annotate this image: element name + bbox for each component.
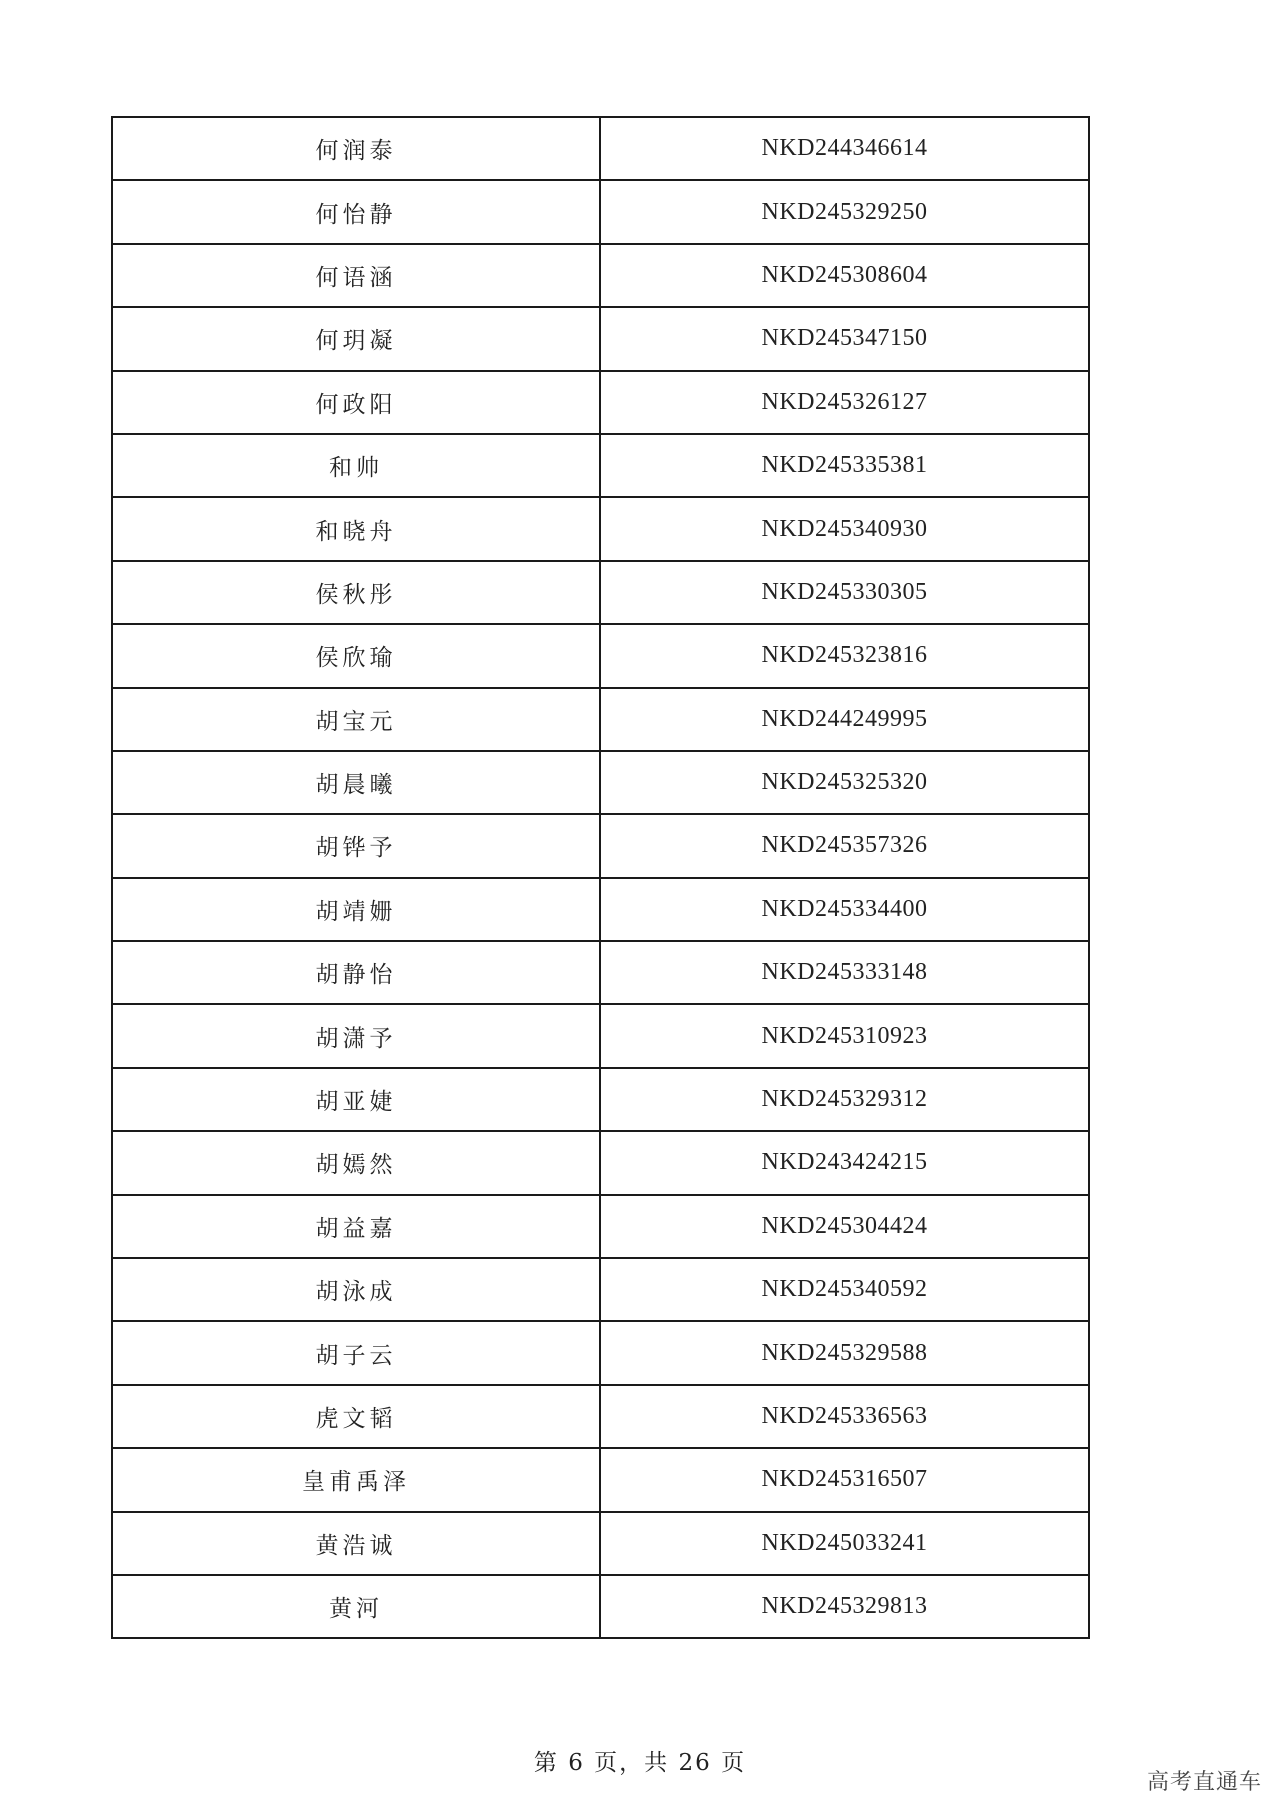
student-name-cell: 何语涵	[112, 244, 600, 307]
student-name-cell: 胡子云	[112, 1321, 600, 1384]
student-id-cell: NKD245329250	[600, 180, 1089, 243]
student-id-cell: NKD245340592	[600, 1258, 1089, 1321]
student-id-cell: NKD245334400	[600, 878, 1089, 941]
student-name-cell: 胡晨曦	[112, 751, 600, 814]
roster-table	[111, 116, 1090, 1639]
student-id-cell: NKD245335381	[600, 434, 1089, 497]
table-row	[112, 117, 1089, 180]
table-row	[112, 561, 1089, 624]
table-row	[112, 1068, 1089, 1131]
student-name-cell: 和帅	[112, 434, 600, 497]
student-id-cell: NKD245347150	[600, 307, 1089, 370]
page-number-label: 第 6 页，共 26 页	[533, 1750, 747, 1776]
table-row	[112, 1321, 1089, 1384]
table-row	[112, 1131, 1089, 1194]
table-row	[112, 1575, 1089, 1638]
table-row	[112, 941, 1089, 1004]
student-name-cell: 何怡静	[112, 180, 600, 243]
table-row	[112, 751, 1089, 814]
student-name-cell: 胡靖姗	[112, 878, 600, 941]
student-name-cell: 胡益嘉	[112, 1195, 600, 1258]
student-id-cell: NKD245329813	[600, 1575, 1089, 1638]
student-id-cell: NKD245329588	[600, 1321, 1089, 1384]
student-name-cell: 黄浩诚	[112, 1512, 600, 1575]
table-row	[112, 1385, 1089, 1448]
student-id-cell: NKD244346614	[600, 117, 1089, 180]
student-id-cell: NKD245310923	[600, 1004, 1089, 1067]
table-row	[112, 371, 1089, 434]
student-id-cell: NKD245357326	[600, 814, 1089, 877]
table-row	[112, 1448, 1089, 1511]
student-name-cell: 侯秋彤	[112, 561, 600, 624]
table-row	[112, 624, 1089, 687]
table-row	[112, 878, 1089, 941]
watermark-logo: 高考直通车	[1146, 1770, 1262, 1795]
table-row	[112, 688, 1089, 751]
student-name-cell: 胡铧予	[112, 814, 600, 877]
student-id-cell: NKD244249995	[600, 688, 1089, 751]
table-row	[112, 244, 1089, 307]
table-row	[112, 814, 1089, 877]
student-name-cell: 黄河	[112, 1575, 600, 1638]
student-name-cell: 胡宝元	[112, 688, 600, 751]
table-row	[112, 434, 1089, 497]
student-id-cell: NKD245304424	[600, 1195, 1089, 1258]
student-id-cell: NKD245329312	[600, 1068, 1089, 1131]
student-name-cell: 何政阳	[112, 371, 600, 434]
roster-table-body	[112, 117, 1089, 1638]
student-name-cell: 胡嫣然	[112, 1131, 600, 1194]
student-name-cell: 虎文韬	[112, 1385, 600, 1448]
student-id-cell: NKD245330305	[600, 561, 1089, 624]
student-name-cell: 侯欣瑜	[112, 624, 600, 687]
page-footer	[0, 1744, 1280, 1777]
student-id-cell: NKD245316507	[600, 1448, 1089, 1511]
table-row	[112, 307, 1089, 370]
student-id-cell: NKD245325320	[600, 751, 1089, 814]
student-name-cell: 胡泳成	[112, 1258, 600, 1321]
table-row	[112, 180, 1089, 243]
student-name-cell: 胡潇予	[112, 1004, 600, 1067]
student-id-cell: NKD245326127	[600, 371, 1089, 434]
table-row	[112, 1004, 1089, 1067]
table-row	[112, 1512, 1089, 1575]
student-id-cell: NKD245308604	[600, 244, 1089, 307]
student-id-cell: NKD245336563	[600, 1385, 1089, 1448]
student-name-cell: 皇甫禹泽	[112, 1448, 600, 1511]
student-name-cell: 何润泰	[112, 117, 600, 180]
student-id-cell: NKD245323816	[600, 624, 1089, 687]
student-name-cell: 和晓舟	[112, 497, 600, 560]
student-name-cell: 何玥凝	[112, 307, 600, 370]
student-id-cell: NKD245033241	[600, 1512, 1089, 1575]
student-id-cell: NKD243424215	[600, 1131, 1089, 1194]
student-id-cell: NKD245333148	[600, 941, 1089, 1004]
table-row	[112, 497, 1089, 560]
student-id-cell: NKD245340930	[600, 497, 1089, 560]
student-name-cell: 胡静怡	[112, 941, 600, 1004]
table-row	[112, 1195, 1089, 1258]
student-name-cell: 胡亚婕	[112, 1068, 600, 1131]
table-row	[112, 1258, 1089, 1321]
